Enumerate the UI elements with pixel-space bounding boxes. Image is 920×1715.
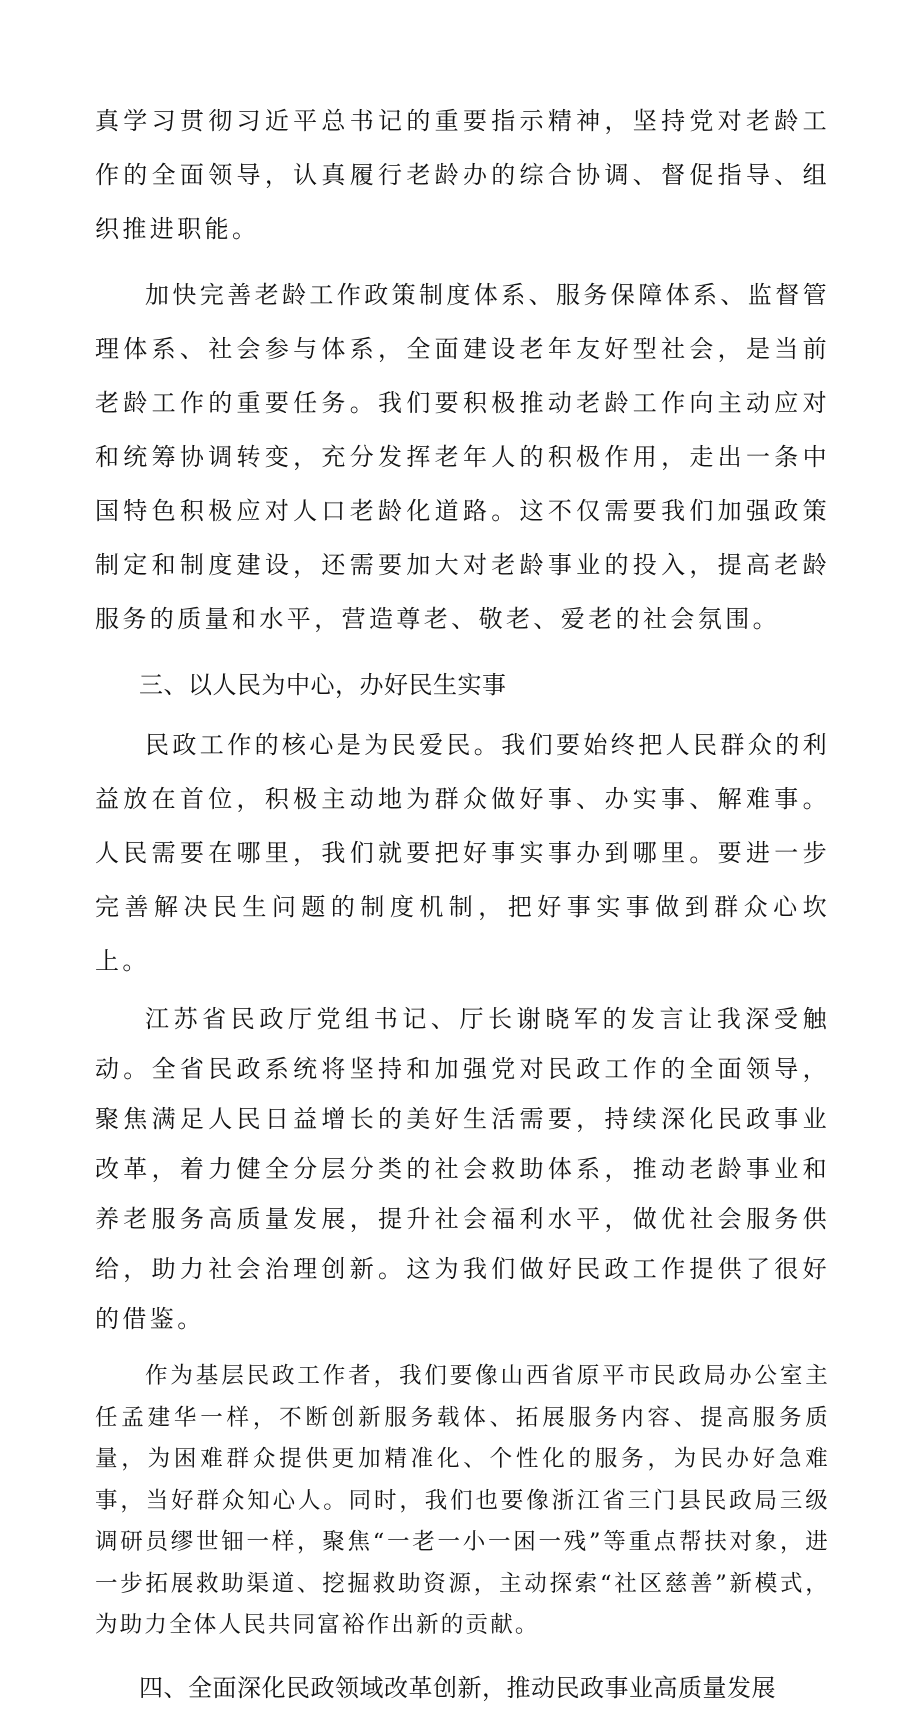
paragraph-1: 真学习贯彻习近平总书记的重要指示精神，坚持党对老龄工作的全面领导，认真履行老龄办的综合协调、督促指导、组织推进职能。: [95, 107, 830, 243]
paragraph-2: 加快完善老龄工作政策制度体系、服务保障体系、监督管理体系、社会参与体系，全面建设老年友好型社会，是当前老龄工作的重要任务。我们要积极推动老龄工作向主动应对和统筹协调转变，充分发挥老年人的积极作用，走出一条中国特色积极应对人口老龄化道路。这不仅需要我们加强政策制定和制度建设，还需要加大对老龄事业的投入，提高老龄服务的质量和水平，营造尊老、敬老、爱老的社会氛围。: [95, 281, 830, 633]
paragraph-5: 作为基层民政工作者，我们要像山西省原平市民政局办公室主任孟建华一样，不断创新服务载体、拓展服务内容、提高服务质量，为困难群众提供更加精准化、个性化的服务，为民办好急难事，当好群众知心人。同时，我们也要像浙江省三门县民政局三级调研员缪世钿一样，聚焦“一老一小一困一残”等重点帮扶对象，进一步拓展救助渠道、挖掘救助资源，主动探索“社区慈善”新模式，为助力全体人民共同富裕作出新的贡献。: [95, 1363, 830, 1638]
document-body: [95, 94, 830, 1715]
paragraph-3: 民政工作的核心是为民爱民。我们要始终把人民群众的利益放在首位，积极主动地为群众做好事、办实事、解难事。人民需要在哪里，我们就要把好事实事办到哪里。要进一步完善解决民生问题的制度机制，把好事实事做到群众心坎上。: [95, 731, 830, 975]
paragraph-4: 江苏省民政厅党组书记、厅长谢晓军的发言让我深受触动。全省民政系统将坚持和加强党对民政工作的全面领导，聚焦满足人民日益增长的美好生活需要，持续深化民政事业改革，着力健全分层分类的社会救助体系，推动老龄事业和养老服务高质量发展，提升社会福利水平，做优社会服务供给，助力社会治理创新。这为我们做好民政工作提供了很好的借鉴。: [95, 1005, 830, 1333]
section-heading-4: 四、全面深化民政领域改革创新，推动民政事业高质量发展: [139, 1673, 776, 1702]
section-heading-3: 三、以人民为中心，办好民生实事: [139, 671, 507, 699]
